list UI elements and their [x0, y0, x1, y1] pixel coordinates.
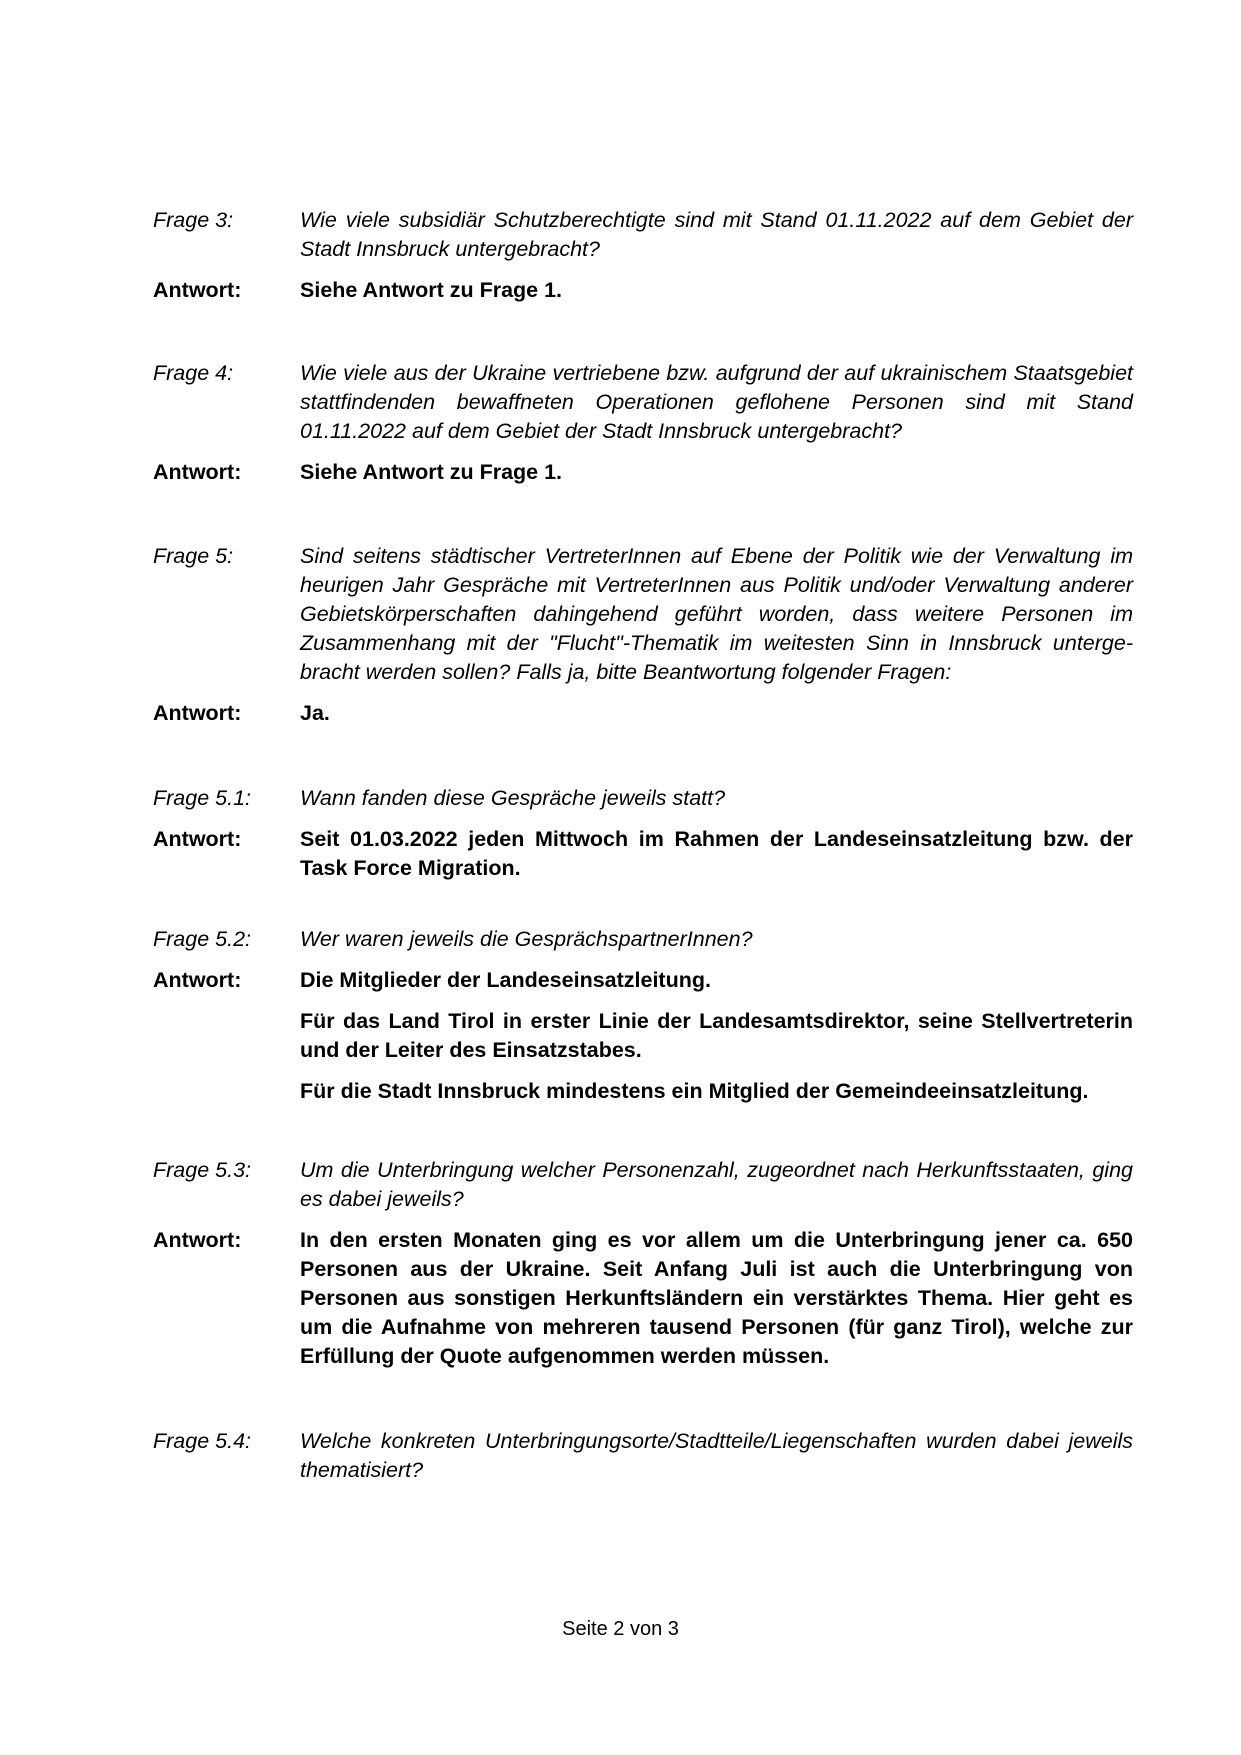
question-label: Frage 5.3:: [153, 1158, 251, 1182]
answer-label: Antwort:: [153, 968, 242, 992]
answer-label: Antwort:: [153, 701, 242, 725]
answer-text: [300, 699, 1133, 728]
answer-paragraph: In den ersten Monaten ging es vor allem um die Unterbringung jener ca. 650 Personen aus der Ukraine. Seit Anfang Juli ist auch die Unterbringung von Personen aus sonstigen Herkunftsländern ein verstärktes Thema. Hier geht es um die Aufnahme von mehreren tausend Personen (für ganz Tirol), welche zur Erfüllung der Quote aufgenommen werden müssen.: [300, 1228, 1133, 1368]
question-text: Wann fanden diese Gespräche jeweils statt?: [300, 786, 726, 810]
answer-row: [153, 1226, 1133, 1371]
question-text: Wer waren jeweils die GesprächspartnerInnen?: [300, 927, 753, 951]
answer-label: Antwort:: [153, 1228, 242, 1252]
question-block-4: [153, 359, 1133, 487]
answer-label: Antwort:: [153, 278, 242, 302]
answer-paragraph: Seit 01.03.2022 jeden Mittwoch im Rahmen der Landeseinsatzleitung bzw. der Task Force Migration.: [300, 827, 1133, 880]
answer-text: [300, 966, 1133, 1106]
answer-row: [153, 276, 1133, 305]
question-block-5-1: [153, 784, 1133, 883]
answer-paragraph: Ja.: [300, 701, 330, 725]
question-row: [153, 359, 1133, 446]
question-label: Frage 5:: [153, 544, 234, 568]
answer-label: Antwort:: [153, 827, 242, 851]
answer-paragraph: Für das Land Tirol in erster Linie der Landesamtsdirektor, seine Stellvertreterin und der Leiter des Einsatzstabes.: [300, 1009, 1133, 1062]
question-label: Frage 3:: [153, 208, 234, 232]
page-number: Seite 2 von 3: [562, 1618, 679, 1640]
question-block-5-4: [153, 1427, 1133, 1485]
question-label: Frage 4:: [153, 361, 234, 385]
question-label: Frage 5.4:: [153, 1429, 251, 1453]
answer-text: [300, 458, 1133, 487]
answer-paragraph: Siehe Antwort zu Frage 1.: [300, 278, 563, 302]
answer-text: [300, 825, 1133, 883]
answer-text: [300, 1226, 1133, 1371]
answer-paragraph: Die Mitglieder der Landeseinsatzleitung.: [300, 968, 711, 992]
question-row: [153, 1156, 1133, 1214]
answer-paragraph: Für die Stadt Innsbruck mindestens ein Mitglied der Gemeindeeinsatzleitung.: [300, 1079, 1089, 1103]
question-text: Welche konkreten Unterbringungsorte/Stadtteile/Liegenschaften wurden dabei jeweils thematisiert?: [300, 1429, 1133, 1482]
question-text: Sind seitens städtischer VertreterInnen auf Ebene der Politik wie der Verwaltung im heurigen Jahr Gespräche mit VertreterInnen aus Politik und/oder Verwaltung anderer Gebietskörperschaften dahingehend geführt worden, dass weitere Personen im Zusammenhang mit der "Flucht"-Thematik im weitesten Sinn in Innsbruck untergebracht werden sollen? Falls ja, bitte Beantwortung folgender Fragen:: [300, 544, 1133, 684]
question-block-5: [153, 542, 1133, 728]
question-block-5-3: [153, 1156, 1133, 1371]
question-label: Frage 5.1:: [153, 786, 251, 810]
answer-row: [153, 699, 1133, 728]
question-label: Frage 5.2:: [153, 927, 251, 951]
answer-row: [153, 458, 1133, 487]
answer-row: [153, 966, 1133, 1106]
question-block-5-2: [153, 925, 1133, 1106]
question-row: [153, 784, 1133, 813]
question-row: [153, 206, 1133, 264]
question-block-3: [153, 206, 1133, 305]
question-row: [153, 542, 1133, 687]
question-row: [153, 1427, 1133, 1485]
answer-row: [153, 825, 1133, 883]
answer-text: [300, 276, 1133, 305]
question-text: Um die Unterbringung welcher Personenzahl, zugeordnet nach Herkunftsstaaten, ging es dabei jeweils?: [300, 1158, 1133, 1211]
question-text: Wie viele aus der Ukraine vertriebene bzw. aufgrund der auf ukrainischem Staatsgebiet stattfindenden bewaffneten Operationen geflohene Personen sind mit Stand 01.11.2022 auf dem Gebiet der Stadt Innsbruck untergebracht?: [300, 361, 1133, 443]
question-text: Wie viele subsidiär Schutzberechtigte sind mit Stand 01.11.2022 auf dem Gebiet der Stadt Innsbruck untergebracht?: [300, 208, 1133, 261]
answer-paragraph: Siehe Antwort zu Frage 1.: [300, 460, 563, 484]
question-row: [153, 925, 1133, 954]
answer-label: Antwort:: [153, 460, 242, 484]
